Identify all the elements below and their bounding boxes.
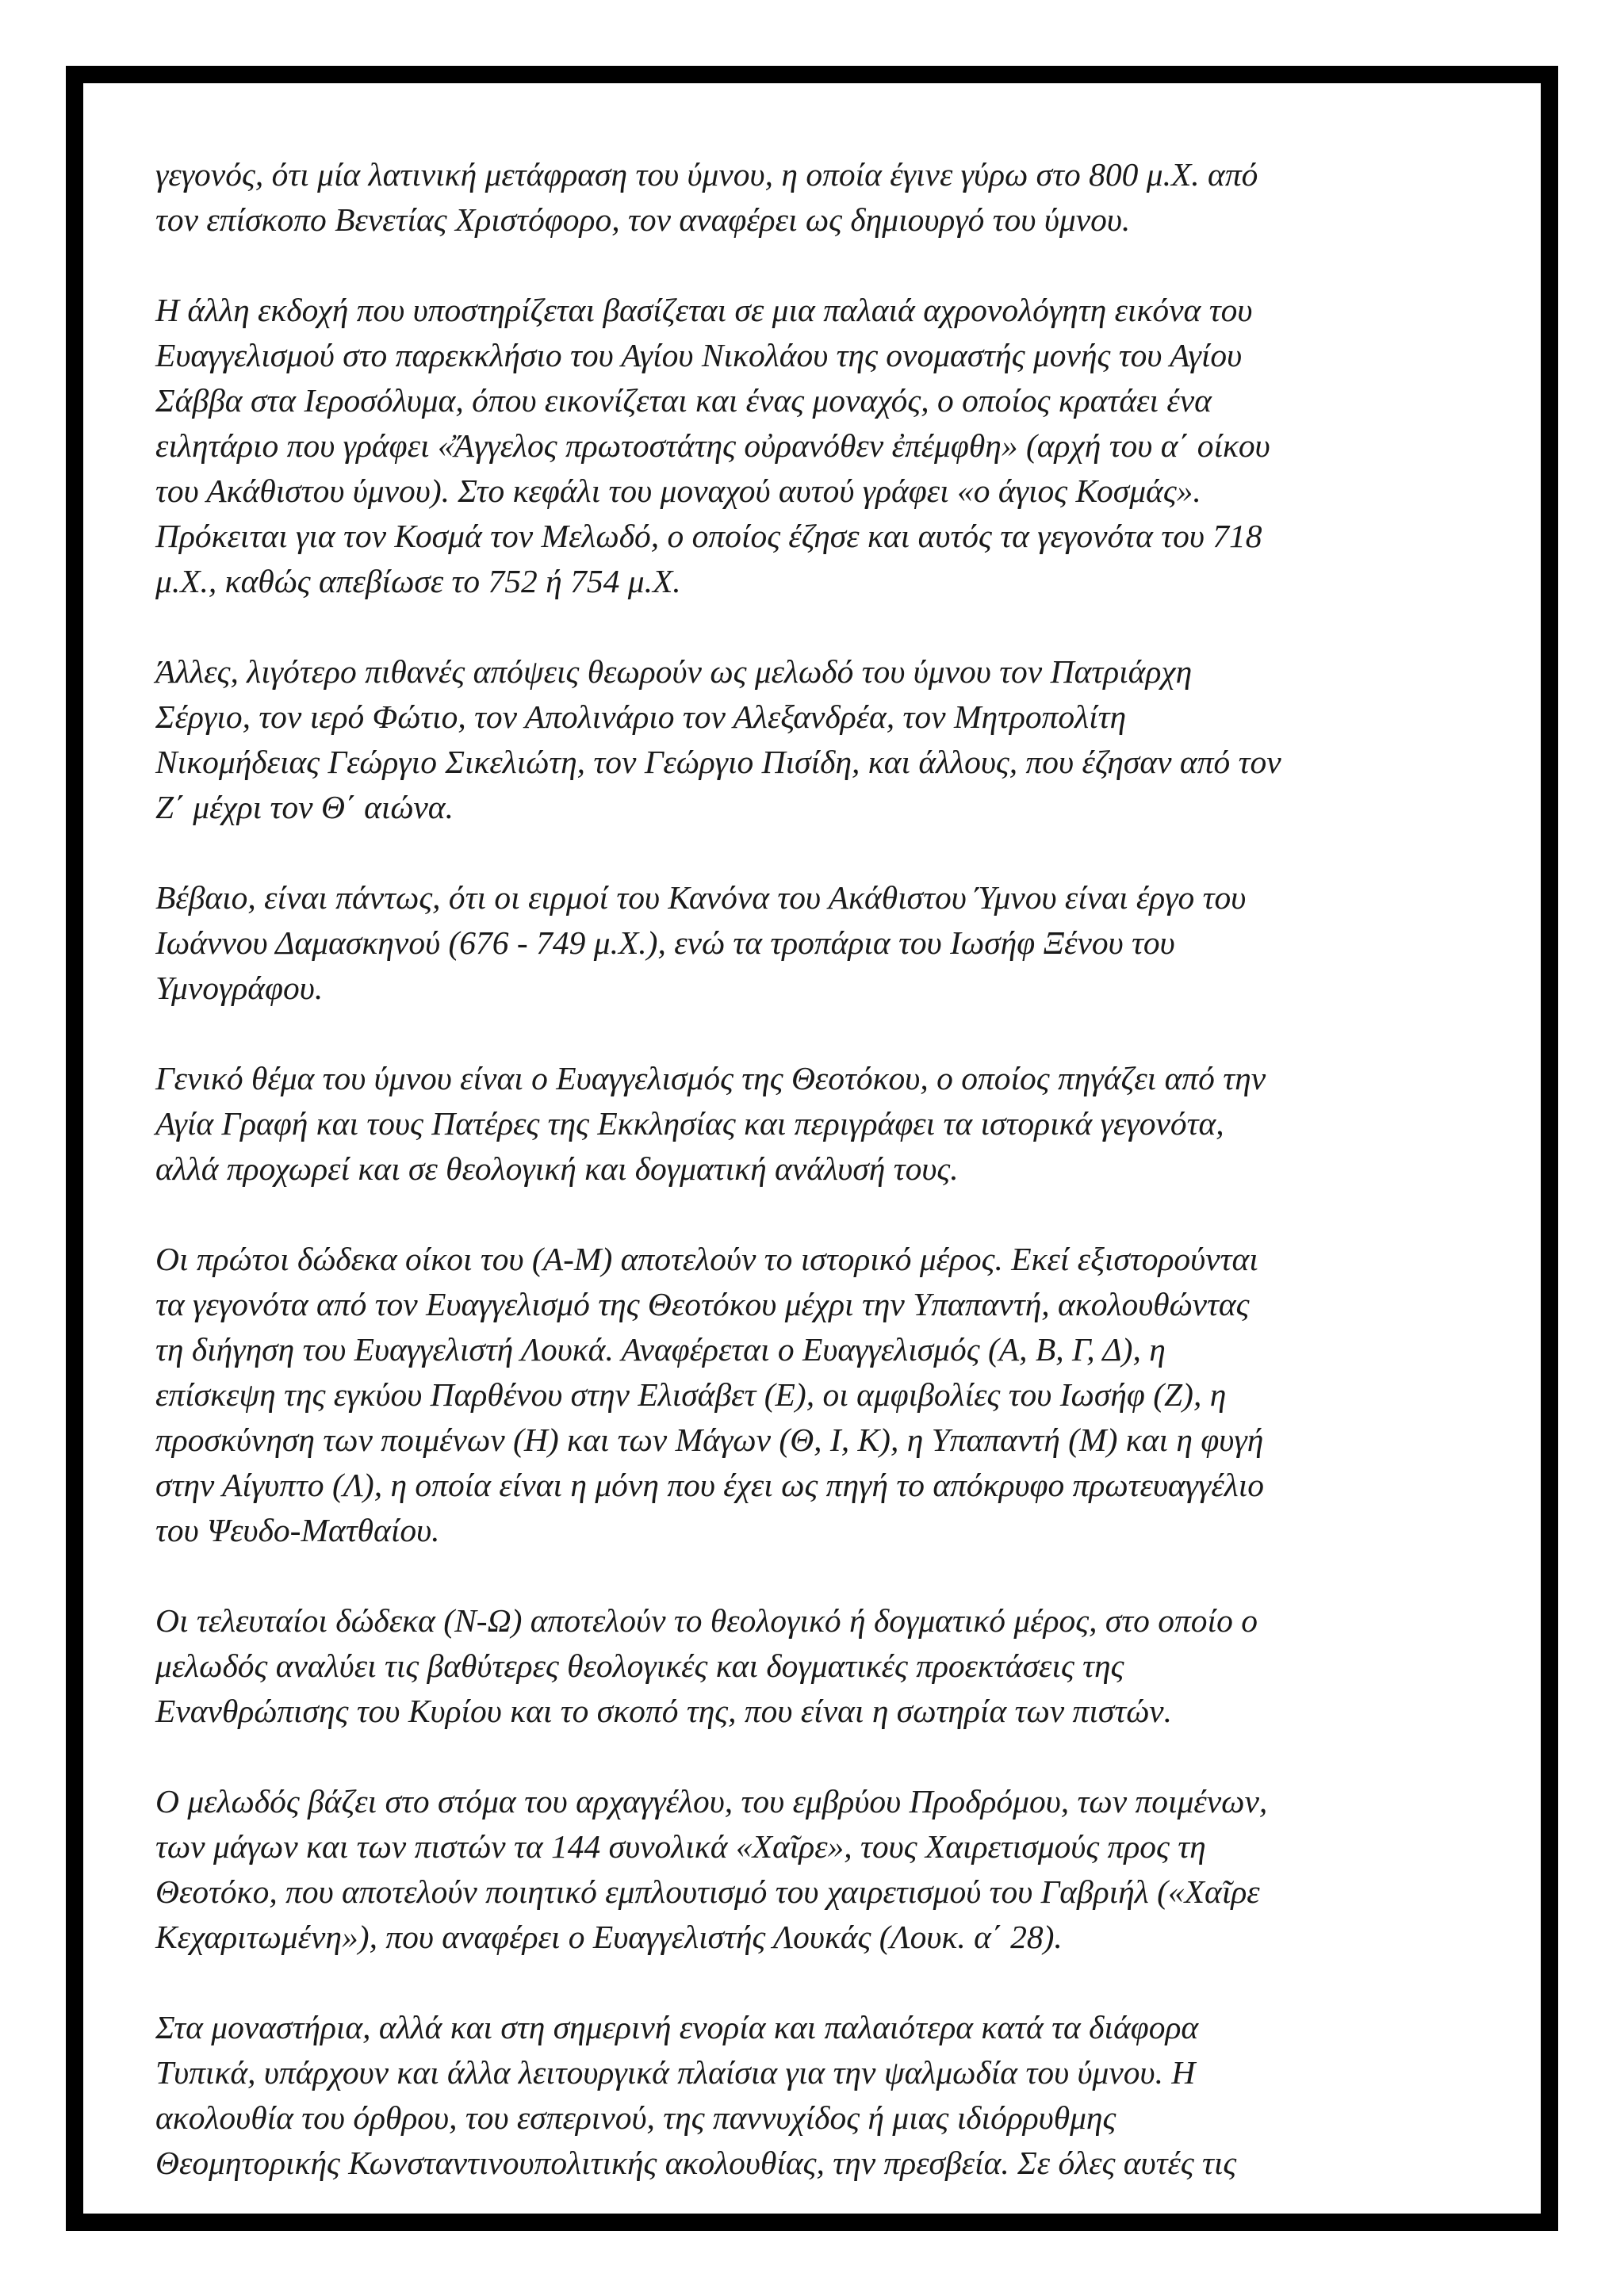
text-line: Στα μοναστήρια, αλλά και στη σημερινή ενορία και παλαιότερα κατά τα διάφορα <box>155 2009 1199 2045</box>
paragraph <box>155 875 1488 1011</box>
paragraph <box>155 1237 1488 1553</box>
paragraph <box>155 288 1488 604</box>
text-line: τη διήγηση του Ευαγγελιστή Λουκά. Αναφέρεται ο Ευαγγελισμός (Α, Β, Γ, Δ), η <box>155 1331 1166 1368</box>
text-line: Υμνογράφου. <box>155 970 324 1006</box>
text-line: Ο μελωδός βάζει στο στόμα του αρχαγγέλου, του εμβρύου Προδρόμου, των ποιμένων, <box>155 1783 1268 1820</box>
document-body <box>155 152 1488 2186</box>
text-line: του Ψευδο-Ματθαίου. <box>155 1512 440 1548</box>
text-line: Ευαγγελισμού στο παρεκκλήσιο του Αγίου Νικολάου της ονομαστής μονής του Αγίου <box>155 337 1243 373</box>
text-line: ειλητάριο που γράφει «Ἄγγελος πρωτοστάτης οὐρανόθεν ἐπέμφθη» (αρχή του α΄ οίκου <box>155 427 1270 464</box>
text-line: Ιωάννου Δαμασκηνού (676 - 749 μ.Χ.), ενώ τα τροπάρια του Ιωσήφ Ξένου του <box>155 924 1175 961</box>
text-line: Θεοτόκο, που αποτελούν ποιητικό εμπλουτισμό του χαιρετισμού του Γαβριήλ («Χαῖρε <box>155 1873 1260 1910</box>
text-line: των μάγων και των πιστών τα 144 συνολικά «Χαῖρε», τους Χαιρετισμούς προς τη <box>155 1828 1206 1865</box>
text-line: στην Αίγυπτο (Λ), η οποία είναι η μόνη που έχει ως πηγή το απόκρυφο πρωτευαγγέλιο <box>155 1467 1264 1503</box>
text-line: Ενανθρώπισης του Κυρίου και το σκοπό της, που είναι η σωτηρία των πιστών. <box>155 1693 1172 1729</box>
text-line: Πρόκειται για τον Κοσμά τον Μελωδό, ο οποίος έζησε και αυτός τα γεγονότα του 718 <box>155 518 1262 554</box>
paragraph <box>155 649 1488 830</box>
text-line: επίσκεψη της εγκύου Παρθένου στην Ελισάβετ (Ε), οι αμφιβολίες του Ιωσήφ (Ζ), η <box>155 1376 1227 1413</box>
text-line: Γενικό θέμα του ύμνου είναι ο Ευαγγελισμός της Θεοτόκου, ο οποίος πηγάζει από την <box>155 1060 1266 1096</box>
text-line: ακολουθία του όρθρου, του εσπερινού, της παννυχίδος ή μιας ιδιόρρυθμης <box>155 2099 1116 2136</box>
text-line: Σέργιο, τον ιερό Φώτιο, τον Απολινάριο τον Αλεξανδρέα, τον Μητροπολίτη <box>155 698 1127 735</box>
text-line: αλλά προχωρεί και σε θεολογική και δογματική ανάλυσή τους. <box>155 1150 959 1187</box>
text-line: Τυπικά, υπάρχουν και άλλα λειτουργικά πλαίσια για την ψαλμωδία του ύμνου. Η <box>155 2054 1196 2091</box>
text-line: γεγονός, ότι μία λατινική μετάφραση του ύμνου, η οποία έγινε γύρω στο 800 μ.Χ. από <box>155 156 1258 193</box>
text-line: Οι τελευταίοι δώδεκα (Ν-Ω) αποτελούν το θεολογικό ή δογματικό μέρος, στο οποίο ο <box>155 1602 1258 1639</box>
text-line: μ.Χ., καθώς απεβίωσε το 752 ή 754 μ.Χ. <box>155 563 681 599</box>
text-line: Άλλες, λιγότερο πιθανές απόψεις θεωρούν ως μελωδό του ύμνου τον Πατριάρχη <box>155 653 1193 690</box>
text-line: Θεομητορικής Κωνσταντινουπολιτικής ακολουθίας, την πρεσβεία. Σε όλες αυτές τις <box>155 2145 1237 2181</box>
text-line: τον επίσκοπο Βενετίας Χριστόφορο, τον αναφέρει ως δημιουργό του ύμνου. <box>155 201 1131 238</box>
paragraph <box>155 1598 1488 1734</box>
text-line: μελωδός αναλύει τις βαθύτερες θεολογικές και δογματικές προεκτάσεις της <box>155 1647 1124 1684</box>
text-line: Βέβαιο, είναι πάντως, ότι οι ειρμοί του Κανόνα του Ακάθιστου Ύμνου είναι έργο του <box>155 879 1247 916</box>
paragraph <box>155 2005 1488 2186</box>
text-line: του Ακάθιστου ύμνου). Στο κεφάλι του μοναχού αυτού γράφει «ο άγιος Κοσμάς». <box>155 473 1201 509</box>
paragraph <box>155 1056 1488 1192</box>
text-line: Νικομήδειας Γεώργιο Σικελιώτη, τον Γεώργιο Πισίδη, και άλλους, που έζησαν από τον <box>155 744 1281 780</box>
text-line: Κεχαριτωμένη»), που αναφέρει ο Ευαγγελιστής Λουκάς (Λουκ. α΄ 28). <box>155 1919 1063 1955</box>
text-line: Αγία Γραφή και τους Πατέρες της Εκκλησίας και περιγράφει τα ιστορικά γεγονότα, <box>155 1105 1224 1142</box>
text-line: Ζ΄ μέχρι τον Θ΄ αιώνα. <box>155 789 454 825</box>
text-line: προσκύνηση των ποιμένων (Η) και των Μάγων (Θ, Ι, Κ), η Υπαπαντή (Μ) και η φυγή <box>155 1422 1264 1458</box>
text-line: τα γεγονότα από τον Ευαγγελισμό της Θεοτόκου μέχρι την Υπαπαντή, ακολουθώντας <box>155 1286 1250 1322</box>
paragraph <box>155 1779 1488 1960</box>
text-line: Σάββα στα Ιεροσόλυμα, όπου εικονίζεται και ένας μοναχός, ο οποίος κρατάει ένα <box>155 382 1212 419</box>
text-line: Οι πρώτοι δώδεκα οίκοι του (Α-Μ) αποτελούν το ιστορικό μέρος. Εκεί εξιστορούνται <box>155 1241 1258 1277</box>
text-line: Η άλλη εκδοχή που υποστηρίζεται βασίζεται σε μια παλαιά αχρονολόγητη εικόνα του <box>155 292 1253 328</box>
paragraph <box>155 152 1488 243</box>
